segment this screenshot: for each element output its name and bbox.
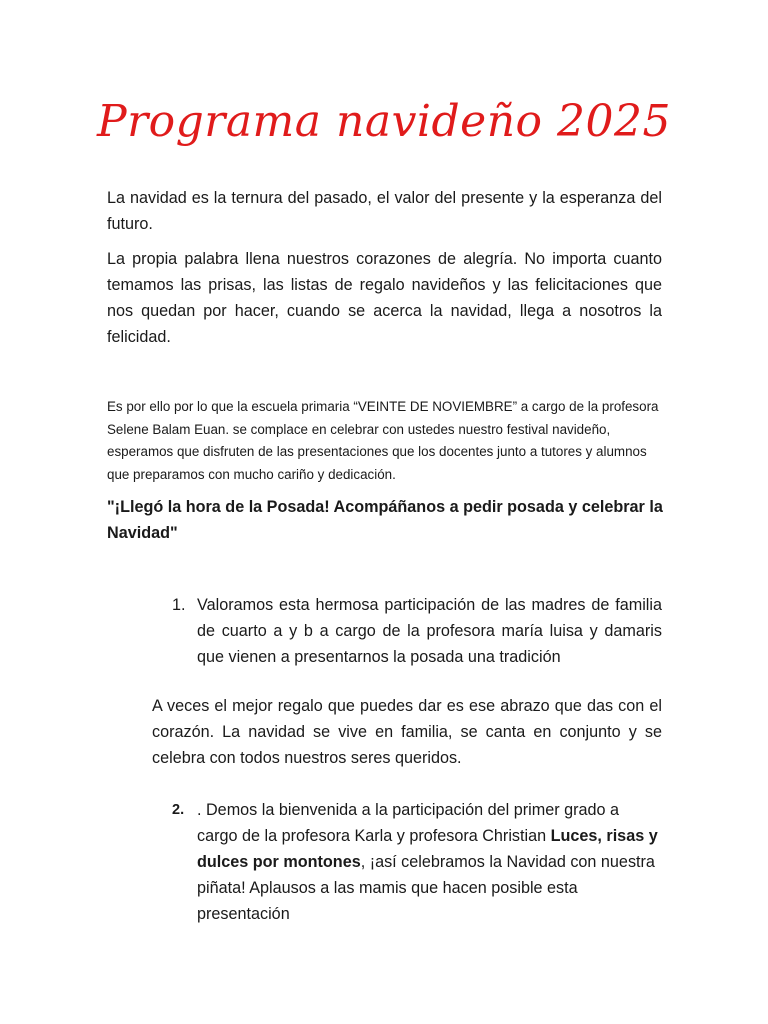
quote-paragraph: A veces el mejor regalo que puedes dar es ese abrazo que das con el corazón. La navidad se vive en familia, se canta en conjunto y se celebra con todos nuestros seres queridos. (152, 697, 662, 767)
intro-paragraph-1: La navidad es la ternura del pasado, el valor del presente y la esperanza del futuro. (107, 189, 662, 233)
item-text (197, 797, 662, 927)
item-text: Valoramos esta hermosa participación de las madres de familia de cuarto a y b a cargo de la profesora maría luisa y damaris que vienen a presentarnos la posada una tradición (197, 596, 662, 666)
item-number: 1. (172, 596, 186, 614)
school-note-paragraph: Es por ello por lo que la escuela primaria “VEINTE DE NOVIEMBRE” a cargo de la profesora Selene Balam Euan. se complace en celebrar con ustedes nuestro festival navideño, esperamos que disfruten de las presentaciones que los docentes junto a tutores y alumnos que preparamos con mucho cariño y dedicación. (107, 399, 659, 482)
item-text-intro: . Demos la bienvenida a la participación del primer grado a cargo de la profesora Karla y profesora Christian (197, 801, 620, 845)
program-item-2 (172, 797, 662, 927)
posada-callout: "¡Llegó la hora de la Posada! Acompáñanos a pedir posada y celebrar la Navidad" (107, 498, 663, 542)
document-title: Programa navideño 2025 (97, 96, 671, 147)
intro-paragraph-2: La propia palabra llena nuestros corazones de alegría. No importa cuanto temamos las prisas, las listas de regalo navideños y las felicitaciones que nos quedan por hacer, cuando se acerca la navidad, llega a nosotros la felicidad. (107, 250, 662, 346)
item-number: 2. (172, 802, 185, 818)
item-text-highlight: Luces, risas y dulces por montones (197, 827, 658, 871)
item-text-outro: , ¡así celebramos la Navidad con nuestra piñata! Aplausos a las mamis que hacen posible esta presentación (197, 853, 655, 923)
program-item-1 (172, 592, 662, 670)
